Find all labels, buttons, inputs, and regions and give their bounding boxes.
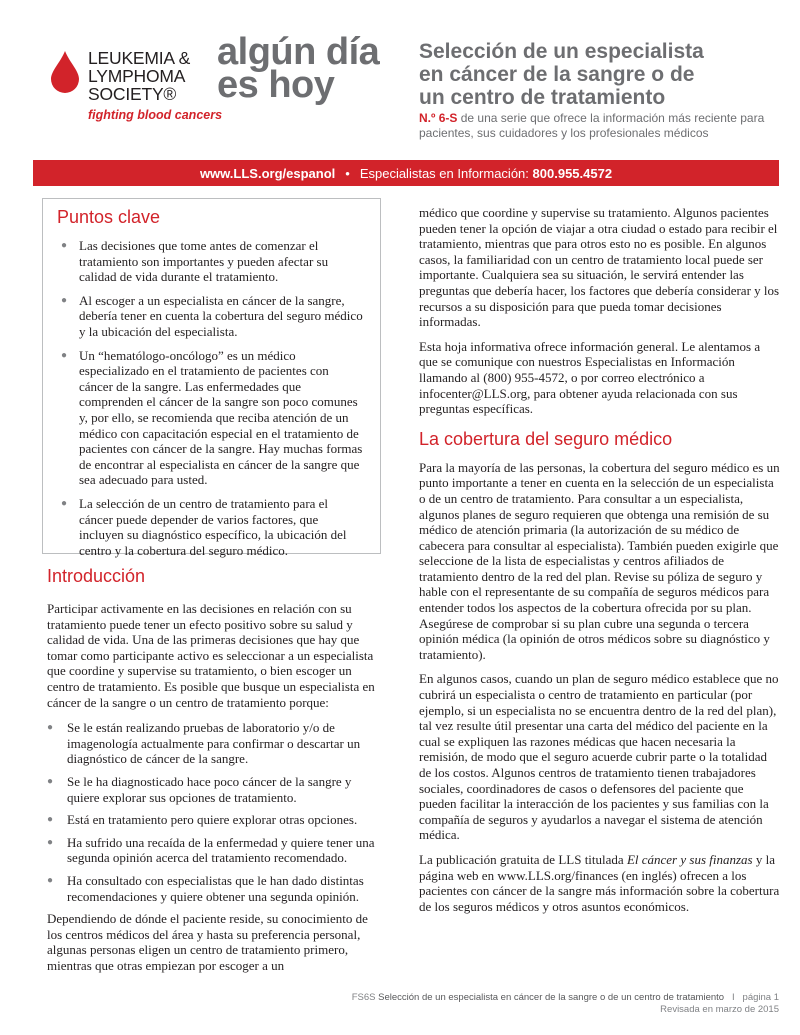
insurance-heading: La cobertura del seguro médico [419,428,673,449]
slogan-line-2: es hoy [217,64,335,106]
introduction-paragraph: Participar activamente en las decisiones en relación con su tratamiento puede tener un efecto positivo sobre su salud y calidad de vida. Una de las primeras decisiones que hay que tomar como participante activo es seleccionar a un especialista que coordine y supervise su tratamiento, o bien escoger un centro de tratamiento. Es posible que busque un especialista en cáncer de la sangre o un centro de tratamiento porque: [47,601,375,710]
contact-separator: • [345,165,350,181]
contact-bar [33,160,779,186]
reason-item: ● Ha consultado con especialistas que le han dado distintas recomendaciones y quiere obtener una segunda opinión. [47,873,383,904]
organization-name [88,49,190,103]
key-points-box [42,198,381,558]
tagline: fighting blood cancers [88,108,223,122]
insurance-p3-suffix: y la página web en www.LLS.org/finances (en inglés) ofrecen a los pacientes con cáncer de la sangre más información sobre la cobertura de los seguros médicos y otros asuntos económicos. [419,851,780,914]
key-point-item: ● Un “hematólogo-oncólogo” es un médico especializado en el tratamiento de pacientes con cáncer de la sangre. Las enfermedades que comprenden el cáncer de la sangre son poco comunes y, por ello, se recomienda que reciba atención de un médico con capacitación especial en el tratamiento de pacientes con cáncer de la sangre. Hay muchas formas de encontrar al especialista en cáncer de la sangre que sea adecuado para usted. [57,348,364,488]
series-text: de una serie que ofrece la información más reciente para pacientes, sus cuidadores y los profesionales médicos [419,111,765,140]
org-name-line-2: LYMPHOMA [88,66,186,86]
introduction-section [47,566,383,973]
footer-title: Selección de un especialista en cáncer de la sangre o de un centro de tratamiento [378,992,725,1003]
insurance-paragraph-2: En algunos casos, cuando un plan de seguro médico establece que no cubrirá un especialista o centro de tratamiento en particular (por ejemplo, si un especialista no se encuentra dentro de la red del plan), tal vez resulte útil presentar una carta del médico del paciente en la cual se expliquen las razones médicas que hacen necesaria la remisión, de modo que el seguro acuerde cubrir parte o la totalidad de los costos. Algunos centros de tratamiento tienen trabajadores sociales, coordinadores de casos o defensores del paciente que pueden facilitar la interacción de los pacientes y sus familias con la compañía de seguros y ayudarlos a navegar el sistema de atención médica. [419,671,779,843]
series-number: N.º 6-S [419,111,458,125]
page-number: página 1 [742,992,779,1003]
continuation-paragraph: médico que coordine y supervise su tratamiento. Algunos pacientes pueden tener la opción de viajar a otra ciudad o estado para recibir el tratamiento, mientras que para otros esto no es posible. En algunos casos, la familiaridad con un centro de tratamiento local puede ser importante. Cualquiera sea su situación, le servirá entender las preguntas que debería hacer, los factores que debería considerar y los recursos a su disposición para que pueda tomar decisiones informadas. [419,205,780,330]
series-description [419,111,779,140]
page-footer [352,992,779,1016]
contact-label: Especialistas en Información: [359,165,529,181]
website-link[interactable]: www.LLS.org/espanol [199,165,336,181]
slogan [217,31,380,106]
key-points-list [57,238,364,558]
insurance-paragraph-3 [419,852,781,914]
slogan-line-1: algún día [217,31,380,73]
title-line-2: en cáncer de la sangre o de [419,63,695,86]
org-name-line-1: LEUKEMIA & [88,48,191,68]
reason-item: ● Se le están realizando pruebas de laboratorio y/o de imagenología actualmente para confirmar o descartar un diagnóstico de cáncer de la sangre. [47,720,383,767]
reason-item: ● Se le ha diagnosticado hace poco cáncer de la sangre y quiere explorar sus opciones de tratamiento. [47,774,383,805]
reasons-list [47,720,383,904]
general-info-paragraph: Esta hoja informativa ofrece información general. Le alentamos a que se comunique con nuestros Especialistas en Información llamando al (800) 955-4572, o por correo electrónico a infocenter@LLS.org, para obtener ayuda relacionada con sus preguntas específicas. [419,338,761,417]
introduction-closing: Dependiendo de dónde el paciente reside, su conocimiento de los centros médicos del área y hasta su preferencia personal, algunas personas eligen un centro de tratamiento primero, mientras que otras empiezan por escoger a un [47,911,368,973]
title-line-3: un centro de tratamiento [419,86,666,109]
right-column [419,205,781,923]
insurance-paragraph-1: Para la mayoría de las personas, la cobertura del seguro médico es un punto importante a tener en cuenta en la selección de un especialista o de un centro de tratamiento. Para consultar a un especialista, algunos planes de seguro requieren que obtenga una remisión de su médico de atención primaria (la autorización de su médico de cabecera para consultar al especialista). También pueden exigirle que seleccione de la lista de especialistas y centros afiliados de tratamiento dentro de la red del plan. Revise su póliza de seguro y hable con el representante de su compañía de seguros médicos para entender todos los aspectos de la cobertura ofrecida por su plan. Asegúrese de comprobar si su plan cubre una segunda o tercera opinión médica (la opinión de otros médicos sobre su diagnóstico y tratamiento). [419,459,780,662]
contact-phone[interactable]: 800.955.4572 [532,165,613,181]
key-point-item: ● La selección de un centro de tratamiento para el cáncer puede depender de varios factores, que incluyen su diagnóstico específico, la ubicación del centro y la cobertura del seguro médico. [57,496,364,558]
insurance-p3-prefix: La publicación gratuita de LLS titulada [419,851,627,867]
publication-title: El cáncer y sus finanzas [626,851,753,867]
document-title [419,40,779,109]
key-point-item: ● Las decisiones que tome antes de comenzar el tratamiento son importantes y pueden afectar su calidad de vida durante el tratamiento. [57,238,364,285]
footer-divider: I [731,992,735,1003]
reason-item: ● Está en tratamiento pero quiere explorar otras opciones. [47,812,383,828]
key-points-heading: Puntos clave [57,207,161,227]
title-line-1: Selección de un especialista [419,40,704,63]
blood-drop-logo-icon [48,50,82,94]
introduction-heading: Introducción [47,566,146,586]
org-name-line-3: SOCIETY® [88,84,177,104]
reason-item: ● Ha sufrido una recaída de la enfermedad y quiere tener una segunda opinión acerca del tratamiento recomendado. [47,835,383,866]
key-point-item: ● Al escoger a un especialista en cáncer de la sangre, debería tener en cuenta la cobertura del seguro médico y la ubicación del especialista. [57,293,364,340]
revision-date: Revisada en marzo de 2015 [660,1004,779,1015]
footer-code: FS6S [351,992,376,1003]
